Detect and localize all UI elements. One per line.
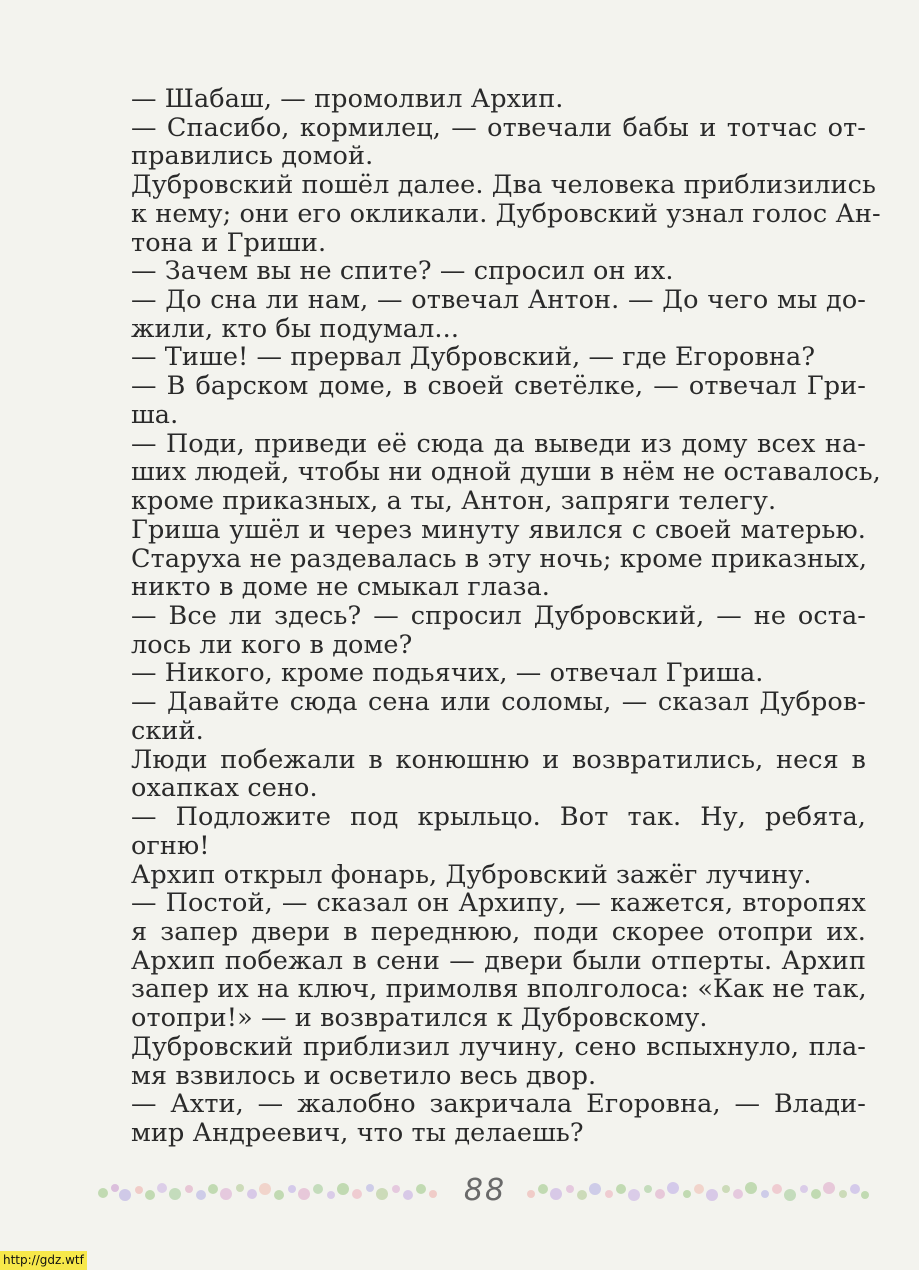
page-number: 88 (463, 1173, 507, 1208)
text-line-11: — В барском доме, в своей светёлке, — отвечал Гри- (131, 371, 866, 401)
text-line-25: охапках сено. (131, 773, 318, 803)
watermark-link[interactable]: http://gdz.wtf (0, 1251, 87, 1270)
text-line-9: жили, кто бы подумал... (131, 314, 460, 344)
text-line-20: лось ли кого в доме? (131, 630, 413, 660)
page-footer (95, 1175, 870, 1211)
text-line-3: правились домой. (131, 141, 374, 171)
text-line-26: — Подложите под крыльцо. Вот так. Ну, ребята, (131, 802, 866, 832)
text-line-33: отопри!» — и возвратился к Дубровскому. (131, 1003, 708, 1033)
text-line-19: — Все ли здесь? — спросил Дубровский, — не оста- (131, 601, 866, 631)
text-line-32: запер их на ключ, примолвя вполголоса: «Как не так, (131, 974, 867, 1004)
text-line-36: — Ахти, — жалобно закричала Егоровна, — Влади- (131, 1089, 866, 1119)
text-line-16: Гриша ушёл и через минуту явился с своей матерью. (131, 515, 866, 545)
text-line-28: Архип открыл фонарь, Дубровский зажёг лучину. (131, 860, 812, 890)
text-line-37: мир Андреевич, что ты делаешь? (131, 1118, 584, 1148)
text-line-24: Люди побежали в конюшню и возвратились, неся в (131, 745, 866, 775)
text-line-30: я запер двери в переднюю, поди скорее отопри их. (131, 917, 866, 947)
text-line-2: — Спасибо, кормилец, — отвечали бабы и тотчас от- (131, 113, 866, 143)
text-line-18: никто в доме не смыкал глаза. (131, 572, 550, 602)
text-line-12: ша. (131, 400, 179, 430)
decorative-dots-right (525, 1179, 870, 1205)
text-line-31: Архип побежал в сени — двери были отперты. Архип (131, 946, 866, 976)
text-line-21: — Никого, кроме подьячих, — отвечал Гриша. (131, 658, 764, 688)
text-line-13: — Поди, приведи её сюда да выведи из дому всех на- (131, 429, 866, 459)
text-line-15: кроме приказных, а ты, Антон, запряги телегу. (131, 486, 777, 516)
text-line-4: Дубровский пошёл далее. Два человека приблизились (131, 170, 876, 200)
text-line-23: ский. (131, 716, 204, 746)
text-line-35: мя взвилось и осветило весь двор. (131, 1061, 597, 1091)
text-line-7: — Зачем вы не спите? — спросил он их. (131, 256, 674, 286)
decorative-dots-left (95, 1179, 440, 1205)
text-line-29: — Постой, — сказал он Архипу, — кажется, второпях (131, 888, 866, 918)
text-line-27: огню! (131, 831, 210, 861)
text-line-5: к нему; они его окликали. Дубровский узнал голос Ан- (131, 199, 881, 229)
text-line-34: Дубровский приблизил лучину, сено вспыхнуло, пла- (131, 1032, 866, 1062)
text-line-6: тона и Гриши. (131, 228, 327, 258)
text-line-8: — До сна ли нам, — отвечал Антон. — До чего мы до- (131, 285, 866, 315)
text-line-22: — Давайте сюда сена или соломы, — сказал Дубров- (131, 687, 866, 717)
text-line-17: Старуха не раздевалась в эту ночь; кроме приказных, (131, 544, 868, 574)
text-line-10: — Тише! — прервал Дубровский, — где Егоровна? (131, 342, 816, 372)
text-line-14: ших людей, чтобы ни одной души в нём не оставалось, (131, 457, 881, 487)
text-line-1: — Шабаш, — промолвил Архип. (131, 84, 564, 114)
